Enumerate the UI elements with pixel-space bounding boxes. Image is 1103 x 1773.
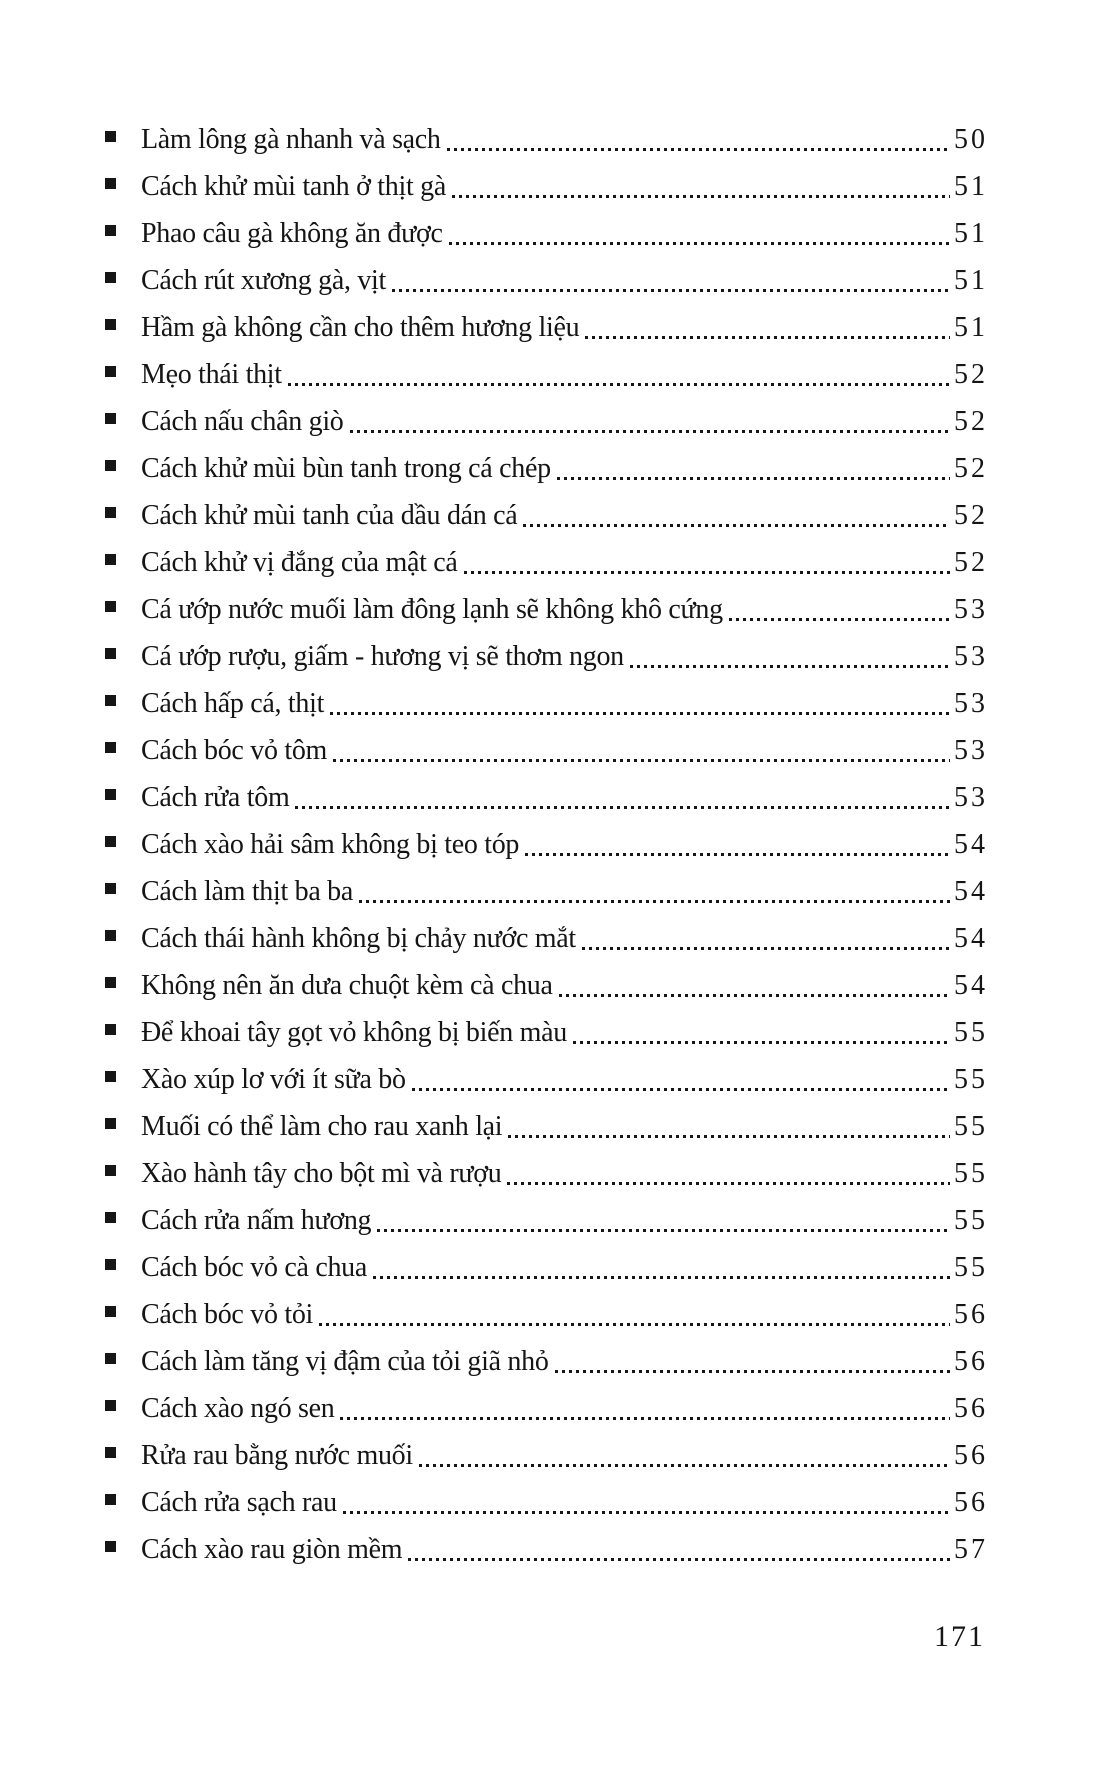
dot-leader [373, 1276, 950, 1279]
toc-entry [105, 633, 988, 680]
toc-entry-page-number: 54 [954, 829, 988, 860]
toc-entry-page-number: 55 [954, 1064, 988, 1095]
square-bullet-icon [105, 1259, 116, 1270]
toc-entry-label: Cách khử mùi bùn tanh trong cá chép [141, 453, 551, 484]
square-bullet-icon [105, 1165, 116, 1176]
toc-entry-page-number: 57 [954, 1534, 988, 1565]
toc-entry-label: Cách rửa nấm hương [141, 1205, 372, 1236]
square-bullet-icon [105, 507, 116, 518]
square-bullet-icon [105, 648, 116, 659]
toc-entry [105, 821, 988, 868]
square-bullet-icon [105, 225, 116, 236]
dot-leader [377, 1229, 950, 1232]
dot-leader [333, 759, 950, 762]
square-bullet-icon [105, 742, 116, 753]
toc-entry-page-number: 53 [954, 688, 988, 719]
toc-entry-label: Muối có thể làm cho rau xanh lại [141, 1111, 503, 1142]
toc-entry-page-number: 52 [954, 453, 988, 484]
toc-entry-label: Cách khử mùi tanh ở thịt gà [141, 171, 446, 202]
dot-leader [585, 336, 950, 339]
dot-leader [557, 477, 950, 480]
toc-entry [105, 1479, 988, 1526]
square-bullet-icon [105, 789, 116, 800]
toc-entry-page-number: 52 [954, 500, 988, 531]
toc-entry-page-number: 55 [954, 1017, 988, 1048]
toc-entry-label: Để khoai tây gọt vỏ không bị biến màu [141, 1017, 567, 1048]
toc-entry [105, 1385, 988, 1432]
toc-entry-label: Cách khử vị đắng của mật cá [141, 547, 458, 578]
square-bullet-icon [105, 930, 116, 941]
page-number-footer: 171 [934, 1620, 985, 1653]
dot-leader [573, 1041, 950, 1044]
square-bullet-icon [105, 1400, 116, 1411]
dot-leader [449, 242, 950, 245]
toc-entry-label: Cách làm tăng vị đậm của tỏi giã nhỏ [141, 1346, 549, 1377]
toc-entry [105, 1009, 988, 1056]
toc-entry-page-number: 56 [954, 1393, 988, 1424]
toc-entry-page-number: 50 [954, 124, 988, 155]
toc-entry-label: Cách rửa tôm [141, 782, 290, 813]
dot-leader [392, 289, 950, 292]
toc-entry [105, 116, 988, 163]
dot-leader [452, 195, 950, 198]
toc-entry [105, 1103, 988, 1150]
square-bullet-icon [105, 413, 116, 424]
toc-entry [105, 586, 988, 633]
square-bullet-icon [105, 601, 116, 612]
toc-entry [105, 445, 988, 492]
toc-entry [105, 868, 988, 915]
toc-entry-page-number: 55 [954, 1111, 988, 1142]
toc-entry-page-number: 53 [954, 782, 988, 813]
toc-entry-label: Mẹo thái thịt [141, 359, 282, 390]
dot-leader [559, 994, 950, 997]
toc-entry [105, 1291, 988, 1338]
toc-entry-label: Xào hành tây cho bột mì và rượu [141, 1158, 502, 1189]
dot-leader [582, 947, 950, 950]
toc-entry-page-number: 54 [954, 970, 988, 1001]
toc-entry-label: Cách xào hải sâm không bị teo tóp [141, 829, 520, 860]
square-bullet-icon [105, 1353, 116, 1364]
toc-entry-label: Cách thái hành không bị chảy nước mắt [141, 923, 576, 954]
toc-entry [105, 1056, 988, 1103]
toc-entry [105, 727, 988, 774]
toc-list [105, 116, 988, 1573]
square-bullet-icon [105, 1494, 116, 1505]
dot-leader [408, 1558, 950, 1561]
toc-entry [105, 539, 988, 586]
toc-entry-page-number: 53 [954, 594, 988, 625]
toc-entry-page-number: 52 [954, 547, 988, 578]
square-bullet-icon [105, 319, 116, 330]
toc-entry [105, 962, 988, 1009]
toc-entry-label: Cách hấp cá, thịt [141, 688, 325, 719]
toc-entry-label: Phao câu gà không ăn được [141, 218, 443, 249]
square-bullet-icon [105, 1447, 116, 1458]
dot-leader [555, 1370, 950, 1373]
toc-entry-label: Cách xào ngó sen [141, 1393, 335, 1424]
toc-entry [105, 915, 988, 962]
toc-entry [105, 1197, 988, 1244]
toc-entry [105, 1338, 988, 1385]
toc-entry-label: Cá ướp rượu, giấm - hương vị sẽ thơm ngon [141, 641, 624, 672]
toc-entry-page-number: 56 [954, 1346, 988, 1377]
toc-entry [105, 1150, 988, 1197]
toc-entry-page-number: 51 [954, 171, 988, 202]
toc-entry [105, 1244, 988, 1291]
square-bullet-icon [105, 1071, 116, 1082]
dot-leader [464, 571, 950, 574]
toc-entry-label: Cách bóc vỏ cà chua [141, 1252, 367, 1283]
toc-entry-page-number: 51 [954, 265, 988, 296]
square-bullet-icon [105, 1306, 116, 1317]
square-bullet-icon [105, 1541, 116, 1552]
dot-leader [523, 524, 950, 527]
toc-entry-label: Hầm gà không cần cho thêm hương liệu [141, 312, 580, 343]
toc-entry-page-number: 53 [954, 735, 988, 766]
toc-entry [105, 492, 988, 539]
toc-entry-page-number: 51 [954, 312, 988, 343]
dot-leader [340, 1417, 950, 1420]
toc-entry-page-number: 52 [954, 406, 988, 437]
toc-entry-label: Cách rút xương gà, vịt [141, 265, 387, 296]
toc-entry-label: Cách khử mùi tanh của dầu dán cá [141, 500, 518, 531]
toc-entry-page-number: 56 [954, 1440, 988, 1471]
dot-leader [330, 712, 950, 715]
toc-entry-page-number: 56 [954, 1487, 988, 1518]
toc-entry-label: Cá ướp nước muối làm đông lạnh sẽ không khô cứng [141, 594, 723, 625]
square-bullet-icon [105, 1118, 116, 1129]
toc-entry-label: Rửa rau bằng nước muối [141, 1440, 413, 1471]
toc-entry [105, 257, 988, 304]
toc-entry [105, 1526, 988, 1573]
dot-leader [288, 383, 950, 386]
toc-entry [105, 398, 988, 445]
dot-leader [507, 1182, 950, 1185]
toc-entry-page-number: 55 [954, 1205, 988, 1236]
toc-entry [105, 774, 988, 821]
toc-entry-page-number: 55 [954, 1158, 988, 1189]
toc-entry-page-number: 55 [954, 1252, 988, 1283]
toc-entry-page-number: 54 [954, 923, 988, 954]
square-bullet-icon [105, 883, 116, 894]
dot-leader [412, 1088, 950, 1091]
toc-entry [105, 304, 988, 351]
toc-entry-page-number: 53 [954, 641, 988, 672]
square-bullet-icon [105, 977, 116, 988]
dot-leader [508, 1135, 950, 1138]
toc-entry-page-number: 52 [954, 359, 988, 390]
dot-leader [343, 1511, 950, 1514]
toc-entry [105, 210, 988, 257]
toc-entry-label: Cách làm thịt ba ba [141, 876, 354, 907]
square-bullet-icon [105, 1212, 116, 1223]
toc-entry [105, 680, 988, 727]
toc-entry-label: Cách bóc vỏ tôm [141, 735, 328, 766]
square-bullet-icon [105, 272, 116, 283]
toc-entry [105, 1432, 988, 1479]
square-bullet-icon [105, 178, 116, 189]
square-bullet-icon [105, 695, 116, 706]
square-bullet-icon [105, 460, 116, 471]
dot-leader [447, 148, 950, 151]
toc-entry [105, 163, 988, 210]
dot-leader [359, 900, 950, 903]
toc-entry-page-number: 51 [954, 218, 988, 249]
dot-leader [419, 1464, 950, 1467]
toc-entry-page-number: 56 [954, 1299, 988, 1330]
dot-leader [729, 618, 950, 621]
toc-entry [105, 351, 988, 398]
dot-leader [525, 853, 950, 856]
square-bullet-icon [105, 836, 116, 847]
square-bullet-icon [105, 131, 116, 142]
toc-entry-label: Cách nấu chân giò [141, 406, 344, 437]
dot-leader [295, 806, 950, 809]
toc-entry-label: Cách bóc vỏ tỏi [141, 1299, 314, 1330]
dot-leader [350, 430, 951, 433]
toc-entry-label: Cách xào rau giòn mềm [141, 1534, 403, 1565]
toc-entry-label: Cách rửa sạch rau [141, 1487, 337, 1518]
square-bullet-icon [105, 554, 116, 565]
square-bullet-icon [105, 1024, 116, 1035]
toc-entry-page-number: 54 [954, 876, 988, 907]
toc-entry-label: Xào xúp lơ với ít sữa bò [141, 1064, 406, 1095]
square-bullet-icon [105, 366, 116, 377]
toc-entry-label: Làm lông gà nhanh và sạch [141, 124, 441, 155]
dot-leader [630, 665, 950, 668]
toc-entry-label: Không nên ăn dưa chuột kèm cà chua [141, 970, 553, 1001]
dot-leader [319, 1323, 950, 1326]
